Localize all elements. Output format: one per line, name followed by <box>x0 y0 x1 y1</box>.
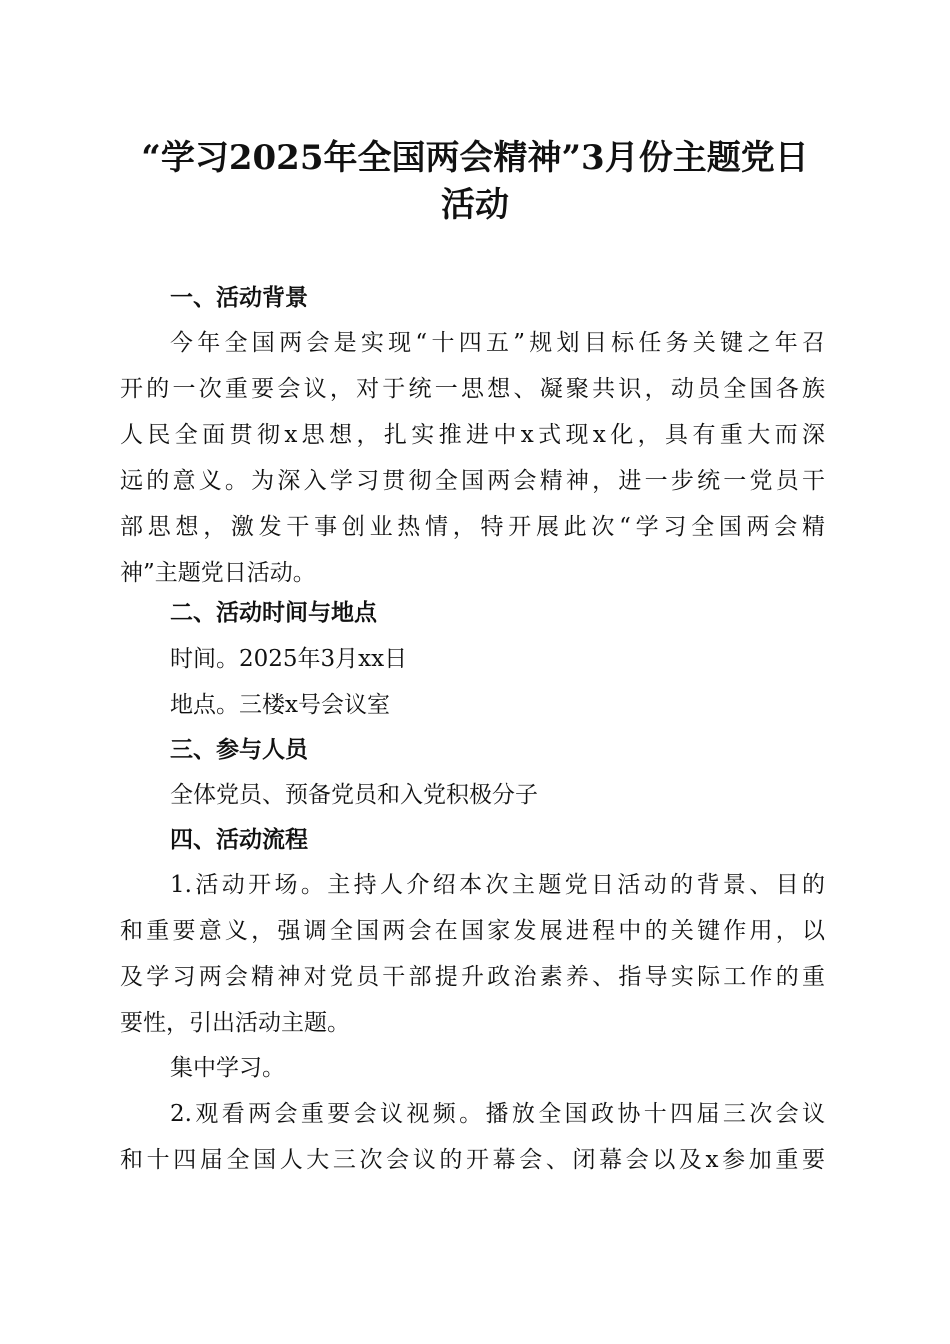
paragraph-line: 部思想，激发干事创业热情，特开展此次“学习全国两会精 <box>120 514 825 540</box>
participants-text: 全体党员、预备党员和入党积极分子 <box>170 782 538 808</box>
paragraph-line: 远的意义。为深入学习贯彻全国两会精神，进一步统一党员干 <box>120 468 825 494</box>
paragraph-line: 1.活动开场。主持人介绍本次主题党日活动的背景、目的 <box>170 872 825 898</box>
document-title-line-1: “学习2025年全国两会精神”3月份主题党日 <box>141 138 809 178</box>
paragraph-line: 开的一次重要会议，对于统一思想、凝聚共识，动员全国各族 <box>120 376 825 402</box>
section-heading-background: 一、活动背景 <box>170 285 308 311</box>
section-heading-process: 四、活动流程 <box>170 827 308 853</box>
paragraph-line: 2.观看两会重要会议视频。播放全国政协十四届三次会议 <box>170 1101 825 1127</box>
subheading-focused-study: 集中学习。 <box>170 1055 285 1081</box>
paragraph-line: 今年全国两会是实现“十四五”规划目标任务关键之年召 <box>170 330 825 356</box>
paragraph-line: 人民全面贯彻x思想，扎实推进中x式现x化，具有重大而深 <box>120 422 825 448</box>
paragraph-line: 神”主题党日活动。 <box>120 560 316 586</box>
section-heading-participants: 三、参与人员 <box>170 737 308 763</box>
paragraph-line: 和重要意义，强调全国两会在国家发展进程中的关键作用，以 <box>120 918 825 944</box>
section-heading-time-place: 二、活动时间与地点 <box>170 600 377 626</box>
paragraph-line: 及学习两会精神对党员干部提升政治素养、指导实际工作的重 <box>120 964 825 990</box>
paragraph-line: 和十四届全国人大三次会议的开幕会、闭幕会以及x参加重要 <box>120 1147 825 1173</box>
paragraph-line: 要性，引出活动主题。 <box>120 1010 350 1036</box>
document-title-line-2: 活动 <box>441 185 509 225</box>
activity-time: 时间。2025年3月xx日 <box>170 646 408 672</box>
activity-place: 地点。三楼x号会议室 <box>170 692 390 718</box>
